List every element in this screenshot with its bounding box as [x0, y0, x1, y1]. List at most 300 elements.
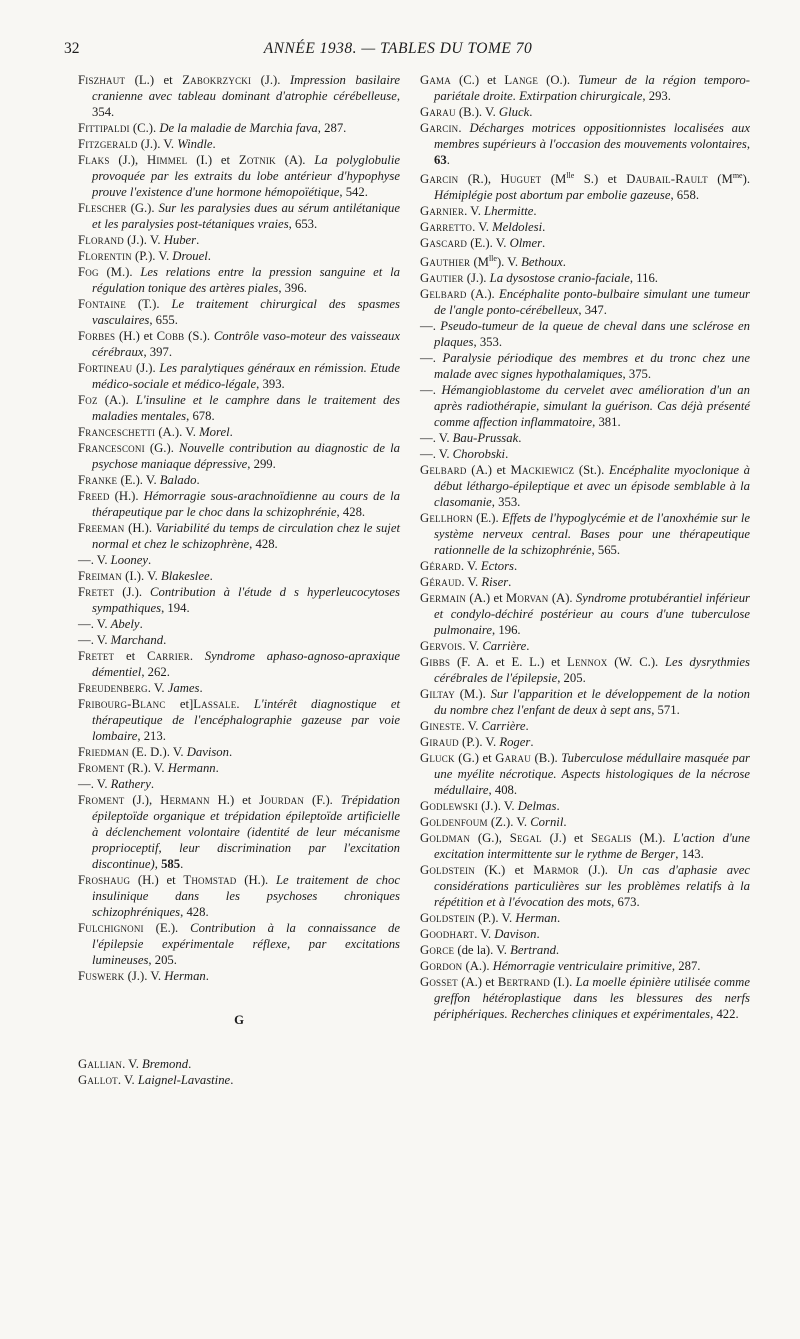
entry-text: —. V. — [78, 617, 111, 631]
article-title: Syndrome protubérantiel inférieur et condylo-déchiré postérieur au cours d'une tuberculose pulmonaire — [434, 591, 750, 638]
index-entry — [78, 120, 400, 136]
article-title: Morel — [199, 425, 230, 439]
author-name: Garcin — [420, 172, 459, 187]
entry-text: , 299. — [247, 457, 276, 471]
article-title: Chorobski — [452, 447, 506, 462]
entry-text: (E.). — [143, 921, 191, 935]
article-title: Marchand — [110, 633, 164, 647]
article-title: Décharges motrices oppositionnistes localisées aux membres supérieurs à l'occasion des mouvements volontaires — [434, 121, 750, 151]
entry-text: (A.). — [97, 393, 136, 407]
author-name: Segalis — [591, 831, 632, 846]
index-entry — [420, 430, 750, 446]
index-entry — [420, 72, 750, 104]
index-entry — [420, 942, 750, 958]
entry-text: —. — [420, 383, 442, 398]
article-title: Windle — [177, 137, 213, 151]
entry-text: (E.). V. — [467, 236, 510, 251]
article-title: Contrôle vaso-moteur des vaisseaux cérébraux — [92, 329, 400, 359]
author-name: Mackiewicz — [510, 463, 575, 478]
entry-text: , 565. — [591, 543, 621, 558]
author-name: Fittipaldi — [78, 121, 130, 135]
index-entry — [420, 926, 750, 942]
entry-text: . — [542, 236, 546, 251]
entry-text: , 396. — [278, 281, 307, 295]
author-name: Gosset — [420, 975, 458, 990]
entry-text: , 375. — [622, 367, 652, 382]
entry-text: (J.). — [578, 863, 618, 878]
entry-text: (M — [707, 172, 733, 187]
article-title: Lhermitte — [484, 204, 534, 219]
entry-text: (H.). — [236, 873, 276, 887]
entry-text: (A.) et — [457, 975, 498, 990]
entry-text: (A). — [548, 591, 576, 606]
index-entry — [420, 168, 750, 203]
article-title: Roger — [499, 735, 531, 750]
author-name: Gineste — [420, 719, 462, 734]
entry-text: (J.). V. — [123, 233, 164, 247]
entry-text: (M — [541, 172, 567, 187]
index-entry — [78, 488, 400, 520]
entry-text: 63 — [434, 153, 447, 167]
author-name: Goldstein — [420, 863, 475, 878]
index-entry — [78, 136, 400, 152]
article-title: Hémorragie ventriculaire primitive — [492, 959, 672, 974]
entry-text: , 428. — [180, 905, 209, 919]
author-name: Gérard — [420, 559, 461, 574]
author-name: Marmor — [533, 863, 579, 878]
entry-text: . — [508, 575, 512, 590]
article-title: Pseudo-tumeur de la queue de cheval dans une sclérose en plaques — [434, 319, 750, 350]
index-entry — [420, 510, 750, 558]
author-name: Garcin — [420, 121, 459, 135]
index-entry — [420, 270, 750, 286]
author-name: Giraud — [420, 735, 459, 750]
entry-text: . — [212, 137, 216, 151]
entry-text: (A.). V. — [155, 425, 200, 439]
index-entry — [78, 440, 400, 472]
entry-text: —. V. — [78, 633, 111, 647]
index-entry — [420, 654, 750, 686]
entry-text: (I.). — [549, 975, 576, 990]
entry-text: —. V. — [420, 431, 453, 446]
index-list-g-start — [78, 1056, 400, 1088]
entry-text: . — [236, 697, 254, 711]
entry-text: (A). — [275, 153, 315, 167]
entry-text: , 287. — [317, 121, 347, 135]
index-entry — [78, 760, 400, 776]
entry-text: . — [529, 105, 533, 119]
entry-text: , 354. — [92, 89, 400, 119]
entry-text: (J.), — [109, 153, 147, 167]
author-name: Fretet — [78, 585, 115, 599]
author-name: Gorce — [420, 943, 455, 958]
entry-text: . V. — [147, 681, 168, 695]
author-name: Gibbs — [420, 655, 451, 670]
entry-text: (A.). — [466, 287, 499, 302]
article-title: Laignel-Lavastine — [137, 1073, 231, 1087]
article-title: L'action d'une excitation intermittente sur le rythme de Berger — [434, 831, 750, 862]
index-entry — [420, 120, 750, 168]
article-title: Le traitement de choc insulinique dans les psychoses chroniques schizophréniques — [92, 873, 400, 919]
author-name: Gama — [420, 73, 451, 87]
entry-text: . — [205, 969, 209, 983]
entry-text: . — [163, 633, 167, 647]
entry-text: , 116. — [629, 271, 658, 286]
right-column — [420, 72, 750, 1022]
author-name: Gallian — [78, 1057, 123, 1071]
entry-text: . — [139, 617, 143, 631]
index-entry — [420, 558, 750, 574]
article-title: Ectors — [480, 559, 514, 574]
article-title: Le traitement chirurgical des spasmes vasculaires — [92, 297, 400, 327]
entry-text: . — [230, 1073, 234, 1087]
index-entry — [420, 462, 750, 510]
entry-text: —. V. — [78, 777, 111, 791]
entry-text: (G.). — [126, 201, 159, 215]
index-entry — [78, 72, 400, 120]
author-name: Gautier — [420, 271, 464, 286]
entry-text: , 428. — [249, 537, 278, 551]
article-title: Herman — [515, 911, 557, 926]
entry-text: . — [505, 447, 509, 462]
entry-text: , 428. — [336, 505, 366, 519]
entry-text: , 397. — [143, 345, 172, 359]
index-entry — [78, 328, 400, 360]
entry-text: lle — [566, 171, 575, 180]
entry-text: . — [518, 431, 522, 446]
entry-text: , 196. — [492, 623, 521, 638]
article-title: Les paralytiques généraux en rémission. Etude médico-sociale et médico-légale — [92, 361, 400, 391]
entry-text: (J.), — [124, 793, 161, 807]
entry-text: (J.). V. — [477, 799, 518, 814]
entry-text: , 678. — [186, 409, 215, 423]
entry-text: (A.) et — [466, 463, 511, 478]
author-name: Jourdan — [259, 793, 305, 807]
article-title: Bau-Prussak — [452, 431, 519, 446]
entry-text: (G.) et — [454, 751, 496, 766]
entry-text: (P.). V. — [474, 911, 516, 926]
entry-text: (O.). — [538, 73, 579, 87]
article-title: Gluck — [498, 105, 530, 119]
author-name: Giltay — [420, 687, 455, 702]
index-entry — [420, 974, 750, 1022]
article-title: James — [167, 681, 200, 695]
entry-text: ). — [742, 172, 750, 187]
author-name: Gellhorn — [420, 511, 473, 526]
index-entry — [78, 680, 400, 696]
entry-text: , 658. — [670, 188, 699, 203]
article-title: Riser — [481, 575, 509, 590]
entry-text: , 347. — [578, 303, 607, 318]
entry-text: . — [196, 233, 200, 247]
entry-text: . V. — [464, 204, 485, 219]
entry-text: me — [732, 171, 743, 180]
article-title: Sur l'apparition et le développement de la notion du nombre chez l'enfant de deux à sept ans — [434, 687, 750, 718]
entry-text: . — [189, 649, 205, 663]
entry-text: , 194. — [161, 601, 190, 615]
entry-text: (P.). V. — [458, 735, 500, 750]
running-title: ANNÉE 1938. — TABLES DU TOME 70 — [263, 40, 533, 57]
entry-text: (de la). V. — [454, 943, 511, 958]
article-title: Les dysrythmies cérébrales de l'épilepsie — [434, 655, 750, 686]
article-title: Tumeur de la région temporo-pariétale droite. Extirpation chirurgicale — [434, 73, 750, 103]
author-name: Fribourg-Blanc — [78, 697, 166, 711]
index-entry — [420, 750, 750, 798]
article-title: Carrière — [481, 719, 526, 734]
author-name: Franceschetti — [78, 425, 156, 439]
author-name: Gelbard — [420, 287, 467, 302]
entry-text: . — [562, 255, 566, 270]
index-entry — [420, 104, 750, 120]
entry-text: lle — [488, 254, 497, 264]
entry-text: —. — [420, 319, 441, 334]
author-name: Bertrand — [497, 975, 550, 990]
author-name: Froshaug — [78, 873, 131, 887]
entry-text: —. V. — [420, 447, 453, 462]
author-name: Florentin — [78, 249, 132, 263]
author-name: Froment — [78, 793, 125, 807]
entry-text: (F.). — [304, 793, 341, 807]
author-name: Segal — [509, 831, 542, 846]
entry-text: . — [542, 220, 546, 235]
author-name: Himmel — [146, 153, 188, 167]
author-name: Fontaine — [78, 297, 126, 311]
article-title: Les relations entre la pression sanguine et la régulation tonique des artères piales — [92, 265, 400, 295]
entry-text: . — [533, 204, 537, 219]
article-title: Looney — [110, 553, 149, 567]
entry-text: , 655. — [149, 313, 178, 327]
author-name: Huguet — [500, 172, 542, 187]
index-entry — [78, 1072, 400, 1088]
article-title: Meldolesi — [492, 220, 543, 235]
author-name: Morvan — [505, 591, 549, 606]
article-title: Un cas d'aphasie avec considérations particulières sur les problèmes relatifs à la répétition et à l'évocation des mots — [434, 863, 750, 910]
article-title: Effets de l'hypoglycémie et de l'anoxhémie sur le système nerveux central. Bases pour une thérapeutique rationnelle de la schizophrénie — [434, 511, 750, 558]
entry-text: (H.) et — [115, 329, 157, 343]
entry-text: (C.). — [129, 121, 160, 135]
index-entry — [420, 318, 750, 350]
entry-text: , 143. — [675, 847, 704, 862]
article-title: Hermann — [167, 761, 216, 775]
entry-text: (Z.). V. — [487, 815, 531, 830]
entry-text: . — [188, 1057, 192, 1071]
index-entry — [420, 910, 750, 926]
entry-text: (K.) et — [474, 863, 534, 878]
author-name: Gascard — [420, 236, 468, 251]
entry-text: , 571. — [651, 703, 680, 718]
entry-text: (E.). — [472, 511, 503, 526]
index-entry — [78, 872, 400, 920]
article-title: Huber — [163, 233, 197, 247]
index-entry — [420, 446, 750, 462]
author-name: Germain — [420, 591, 467, 606]
entry-text: . — [556, 799, 560, 814]
section-letter-g: G — [234, 1013, 244, 1027]
index-entry — [78, 616, 400, 632]
index-entry — [420, 814, 750, 830]
entry-text: . V. — [460, 559, 481, 574]
entry-text: (J.). — [251, 73, 290, 87]
index-list-g — [420, 72, 750, 1022]
index-entry — [78, 696, 400, 744]
entry-text: (W. C.). — [607, 655, 665, 670]
entry-text: H.) et — [209, 793, 260, 807]
author-name: Thomstad — [183, 873, 237, 887]
index-entry — [420, 350, 750, 382]
author-name: Garau — [495, 751, 531, 766]
article-title: Variabilité du temps de circulation chez le sujet normal et chez le schizophrène — [92, 521, 400, 551]
author-name: Lennox — [567, 655, 608, 670]
entry-text: (C.) et — [450, 73, 505, 87]
author-name: Godlewski — [420, 799, 478, 814]
article-title: L'intérêt diagnostique et thérapeutique de l'encéphalographie gazeuse par voie lombaire — [92, 697, 400, 743]
author-name: Flescher — [78, 201, 127, 215]
entry-text: (G.), — [470, 831, 510, 846]
entry-text: (P.). V. — [131, 249, 173, 263]
index-entry — [78, 648, 400, 680]
entry-text: . — [196, 473, 200, 487]
entry-text: . — [555, 943, 560, 958]
index-entry — [78, 424, 400, 440]
entry-text: . — [526, 639, 530, 654]
author-name: Goldstein — [420, 911, 475, 926]
entry-text: (St.). — [574, 463, 609, 478]
index-entry — [420, 862, 750, 910]
article-title: Bertrand — [510, 943, 556, 958]
index-entry — [420, 574, 750, 590]
entry-text: . — [446, 153, 450, 167]
entry-text: . — [229, 425, 233, 439]
entry-text: (I.) et — [187, 153, 239, 167]
author-name: Goodhart — [420, 927, 475, 942]
entry-text: . V. — [461, 575, 482, 590]
author-name: Florand — [78, 233, 124, 247]
article-title: Balado — [159, 473, 197, 487]
entry-text: . V. — [122, 1057, 143, 1071]
entry-text: (M.). — [98, 265, 141, 279]
entry-text: . V. — [462, 639, 483, 654]
entry-text: et] — [165, 697, 194, 711]
author-name: Friedman — [78, 745, 129, 759]
entry-text: (B.). V. — [455, 105, 499, 119]
entry-text: (A.) et — [466, 591, 506, 606]
article-title: Tuberculose médullaire masquée par une myélite nécrotique. Aspects histologiques de la nécrose médullaire — [434, 751, 750, 798]
entry-text: , 205. — [557, 671, 586, 686]
entry-text: . — [536, 927, 540, 942]
author-name: Fuswerk — [78, 969, 125, 983]
entry-text: , 673. — [611, 895, 640, 910]
entry-text: (M — [470, 255, 489, 270]
entry-text: (R.). V. — [124, 761, 168, 775]
author-name: Cobb — [156, 329, 185, 343]
entry-text: , 213. — [137, 729, 166, 743]
index-entry — [420, 734, 750, 750]
article-title: Encéphalite ponto-bulbaire simulant une tumeur de l'angle ponto-cérébelleux — [434, 287, 750, 318]
article-title: Hémorragie sous-arachnoïdienne au cours de la thérapeutique par le choc dans la schizophrénie — [92, 489, 400, 519]
author-name: Gauthier — [420, 255, 471, 270]
entry-text: (H.) et — [130, 873, 184, 887]
entry-text: , 542. — [339, 185, 368, 199]
article-title: La moelle épinière utilisée comme greffon hétéroplastique dans les blessures des nerfs périphériques. Recherches cliniques et expérimentales — [434, 975, 750, 1022]
entry-text: (I.). V. — [121, 569, 161, 583]
index-entry — [78, 520, 400, 552]
author-name: Gallot — [78, 1073, 118, 1087]
entry-text: (A.). — [462, 959, 493, 974]
author-name: Fortineau — [78, 361, 133, 375]
author-name: Flaks — [78, 153, 110, 167]
entry-text: , 205. — [148, 953, 177, 967]
article-title: Hémangioblastome du cervelet avec amélioration d'un an après radiothérapie, simulant la guérison. Cas déjà présenté comme affection inflammatoire — [434, 383, 750, 430]
index-entry — [420, 251, 750, 270]
article-title: Cornil — [530, 815, 564, 830]
page-number: 32 — [64, 40, 80, 57]
author-name: Garnier — [420, 204, 465, 219]
entry-text: (B.). — [530, 751, 562, 766]
author-name: Gluck — [420, 751, 455, 766]
article-title: Carrière — [482, 639, 527, 654]
entry-text: 585 — [161, 857, 181, 871]
author-name: Francesconi — [78, 441, 145, 455]
article-title: Nouvelle contribution au diagnostic de la psychose maniaque dépressive — [92, 441, 400, 471]
index-entry — [420, 638, 750, 654]
index-entry — [78, 792, 400, 872]
entry-text: , 422. — [710, 1007, 739, 1022]
index-entry — [78, 1056, 400, 1072]
author-name: Fulchignoni — [78, 921, 144, 935]
article-title: Paralysie périodique des membres et du tronc chez une malade avec signes hypothalamiques — [434, 351, 751, 382]
entry-text: . V. — [461, 719, 482, 734]
index-entry — [420, 590, 750, 638]
author-name: Fiszhaut — [78, 73, 126, 87]
entry-text: (J.). — [114, 585, 151, 599]
article-title: Davison — [186, 745, 229, 759]
entry-text: (J.) et — [541, 831, 592, 846]
index-entry — [78, 744, 400, 760]
index-entry — [420, 219, 750, 235]
article-title: Impression basilaire cranienne avec tableau dominant d'atrophie cérébelleuse — [92, 73, 401, 103]
author-name: Lassale — [193, 697, 237, 711]
entry-text: , 293. — [642, 89, 671, 103]
article-title: Sur les paralysies dues au sérum antilétanique et les paralysies post-tétaniques vraies — [92, 201, 400, 231]
author-name: Freudenberg — [78, 681, 148, 695]
article-title: L'insuline et le camphre dans le traitement des maladies mentales — [92, 393, 400, 423]
author-name: Fretet — [78, 649, 115, 663]
index-entry — [420, 235, 750, 251]
author-name: Freeman — [78, 521, 125, 535]
article-title: Syndrome aphaso-agnoso-apraxique démentiel — [92, 649, 400, 679]
author-name: Forbes — [78, 329, 116, 343]
entry-text: (H.). — [124, 521, 156, 535]
entry-text: (G.). — [144, 441, 180, 455]
entry-text: , 381. — [592, 415, 621, 430]
entry-text: . — [209, 569, 213, 583]
article-title: Bethoux — [521, 255, 563, 270]
index-entry — [78, 296, 400, 328]
entry-text: (L.) et — [125, 73, 183, 87]
entry-text: (T.). — [125, 297, 172, 311]
entry-text: . — [563, 815, 567, 830]
article-title: Bremond — [142, 1057, 189, 1071]
index-entry — [78, 920, 400, 968]
article-title: Delmas — [517, 799, 557, 814]
entry-text: , — [746, 137, 750, 151]
author-name: Zabokrzycki — [182, 73, 252, 87]
entry-text: , 353. — [491, 495, 521, 510]
entry-text: . — [229, 745, 233, 759]
index-entry — [78, 968, 400, 984]
article-title: Hémiplégie post abortum par embolie gazeuse — [434, 188, 671, 203]
entry-text: (E. D.). V. — [128, 745, 187, 759]
